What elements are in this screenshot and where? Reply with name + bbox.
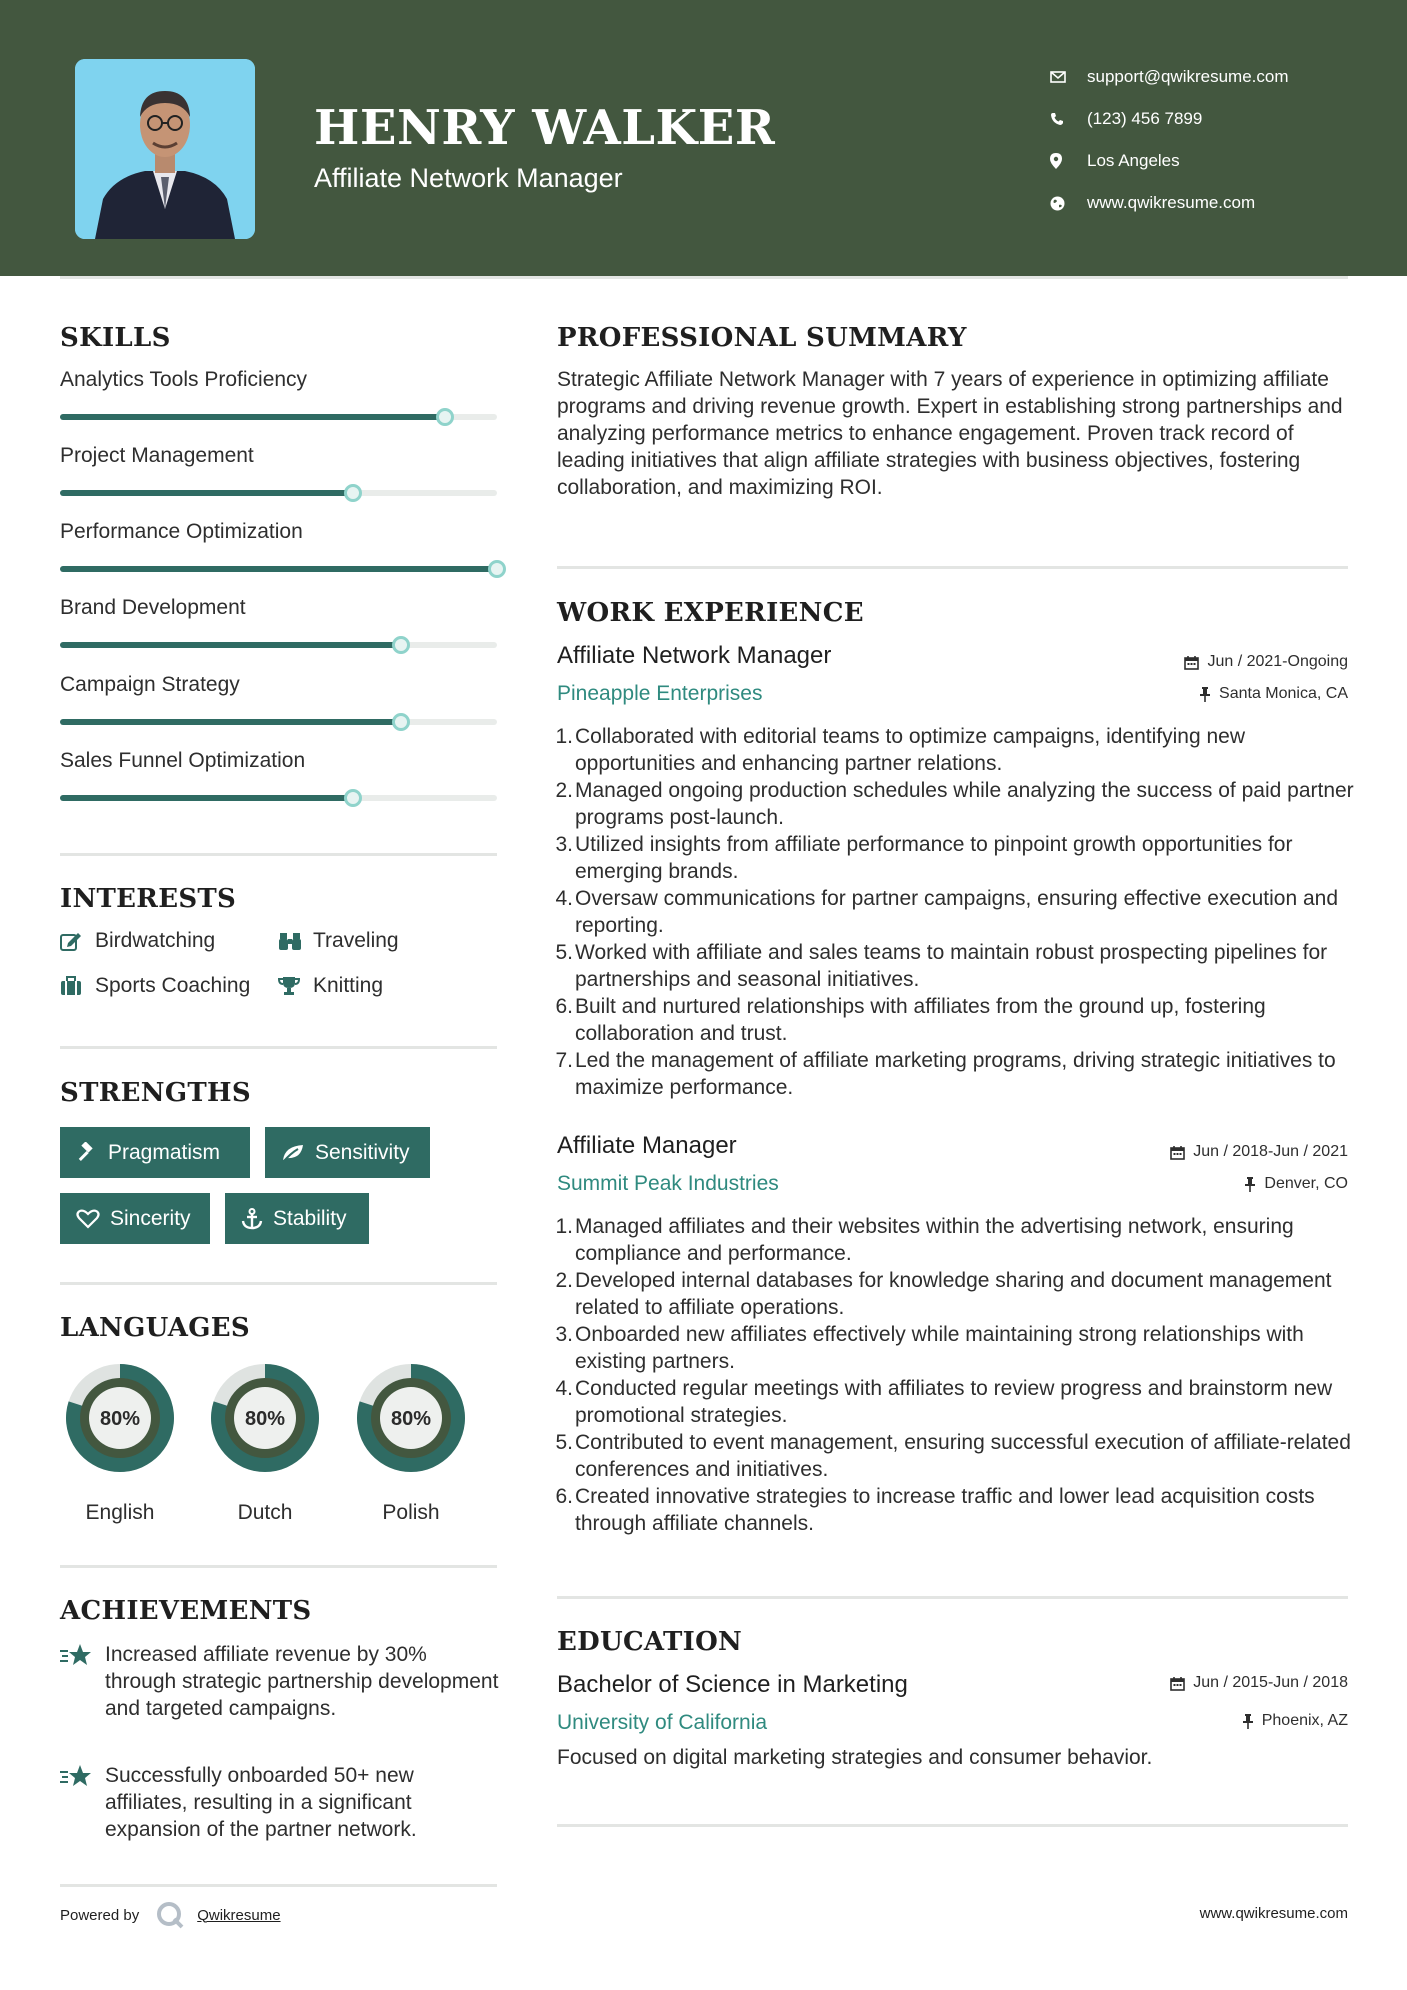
interest-label: Traveling [313, 929, 399, 952]
contact-phone-text: (123) 456 7899 [1087, 109, 1203, 128]
duty-item: 4. Conducted regular meetings with affiliates to review progress and brainstorm new promotional strategies. [555, 1377, 1333, 1427]
education-title: EDUCATION [557, 1627, 743, 1657]
skill-label: Brand Development [60, 596, 246, 619]
duty-item: 2. Managed ongoing production schedules while analyzing the success of paid partner programs post-launch. [555, 779, 1354, 829]
interest-item [278, 974, 383, 998]
duty-item: 6. Built and nurtured relationships with affiliates from the ground up, fostering collaboration and trust. [555, 995, 1266, 1045]
interest-item [60, 974, 250, 998]
skill-bar [60, 642, 497, 648]
calendar-icon [1184, 655, 1199, 670]
skill-bar [60, 795, 497, 801]
header-divider [60, 276, 1348, 279]
job-location-text: Denver, CO [1264, 1175, 1348, 1192]
section-divider [557, 1824, 1348, 1827]
skill-label: Analytics Tools Proficiency [60, 368, 308, 391]
candidate-role: Affiliate Network Manager [314, 163, 623, 193]
footer-powered-by [60, 1900, 281, 1930]
skill-label: Performance Optimization [60, 520, 303, 543]
skill-bar [60, 566, 497, 572]
strength-badge [265, 1127, 430, 1178]
job-location-text: Santa Monica, CA [1219, 685, 1348, 702]
interest-item [278, 929, 399, 953]
strengths-title: STRENGTHS [60, 1078, 251, 1108]
qwikresume-link[interactable]: Qwikresume [197, 1906, 281, 1924]
contact-phone[interactable] [1050, 98, 1390, 140]
language-item [60, 1358, 180, 1525]
skill-knob [344, 484, 362, 502]
language-donut [205, 1358, 325, 1478]
language-name: Polish [382, 1501, 440, 1524]
language-item [205, 1358, 325, 1525]
section-divider [557, 566, 1348, 569]
job-dates [1184, 653, 1348, 671]
duty-item: 7. Led the management of affiliate marketing programs, driving strategic initiatives to maximize performance. [555, 1049, 1336, 1099]
duty-item: 3. Onboarded new affiliates effectively while maintaining strong relationships with existing partners. [555, 1323, 1304, 1373]
contact-location-text: Los Angeles [1087, 151, 1180, 170]
school-name: University of California [557, 1711, 768, 1734]
binoculars-icon [278, 931, 313, 951]
donut-percent-label: 80% [390, 1408, 432, 1430]
education-dates-text: Jun / 2015-Jun / 2018 [1193, 1674, 1348, 1691]
job-dates-text: Jun / 2021-Ongoing [1207, 653, 1348, 670]
job-location [1244, 1175, 1348, 1193]
experience-title: WORK EXPERIENCE [557, 598, 864, 628]
anchor-icon [241, 1208, 263, 1230]
interest-item [60, 929, 215, 953]
skill-knob [344, 789, 362, 807]
interest-label: Sports Coaching [95, 974, 251, 997]
summary-text: Strategic Affiliate Network Manager with 7 years of experience in optimizing affiliate programs and driving revenue growth. Expert in establishing strong partnerships and analyzing performance metrics to enhance engagement. Proven track record of leading initiatives that align affiliate strategies with business objectives, fostering collaboration, and maximizing ROI. [557, 368, 1343, 499]
duty-item: 1. Collaborated with editorial teams to optimize campaigns, identifying new opportunities and enhancing partner relations. [555, 725, 1246, 775]
skill-knob [436, 408, 454, 426]
calendar-icon [1170, 1676, 1185, 1691]
star-badge-icon [60, 1641, 105, 1722]
footer-website-link[interactable]: www.qwikresume.com [1199, 1905, 1348, 1922]
skill-bar [60, 490, 497, 496]
skills-title: SKILLS [60, 323, 171, 353]
pushpin-icon [1199, 687, 1211, 702]
education-description: Focused on digital marketing strategies and consumer behavior. [557, 1746, 1153, 1769]
achievement-text: Increased affiliate revenue by 30% through strategic partnership development and targeted campaigns. [105, 1643, 499, 1720]
powered-by-label: Powered by [60, 1906, 140, 1924]
pencil-square-icon [60, 931, 95, 951]
language-donut [351, 1358, 471, 1478]
interest-label: Birdwatching [95, 929, 216, 952]
pushpin-icon [1244, 1177, 1256, 1192]
education-location-text: Phoenix, AZ [1261, 1712, 1348, 1729]
gavel-icon [76, 1142, 98, 1164]
section-divider [60, 1565, 497, 1568]
language-item [351, 1358, 471, 1525]
language-name: English [85, 1501, 155, 1524]
profile-photo [75, 59, 255, 239]
job-dates-text: Jun / 2018-Jun / 2021 [1193, 1143, 1348, 1160]
contact-website[interactable] [1050, 182, 1390, 224]
skill-knob [488, 560, 506, 578]
briefcase-icon [60, 976, 95, 996]
envelope-icon [1050, 71, 1087, 83]
education-dates [1170, 1674, 1348, 1692]
skill-knob [392, 636, 410, 654]
duty-item: 5. Worked with affiliate and sales teams to maintain robust prospecting pipelines for partnerships and seasonal initiatives. [555, 941, 1328, 991]
duty-list [557, 1213, 1357, 1537]
strength-badge [225, 1193, 369, 1244]
duty-item: 3. Utilized insights from affiliate performance to pinpoint growth opportunities for emerging brands. [555, 833, 1293, 883]
heart-icon [76, 1209, 100, 1229]
calendar-icon [1170, 1145, 1185, 1160]
skill-label: Campaign Strategy [60, 673, 240, 696]
strength-label: Pragmatism [108, 1140, 221, 1164]
skill-bar [60, 719, 497, 725]
duty-item: 5. Contributed to event management, ensuring successful execution of affiliate-related conferences and initiatives. [555, 1431, 1351, 1481]
phone-icon [1050, 112, 1087, 126]
contact-list [1050, 56, 1390, 224]
interest-label: Knitting [313, 974, 384, 997]
job-dates [1170, 1143, 1348, 1161]
map-marker-icon [1050, 153, 1087, 169]
summary-title: PROFESSIONAL SUMMARY [557, 323, 967, 353]
job-location [1199, 685, 1348, 703]
skill-label: Sales Funnel Optimization [60, 749, 306, 772]
skill-bar [60, 414, 497, 420]
achievement-item [60, 1641, 500, 1722]
leaf-icon [281, 1143, 305, 1163]
skill-knob [392, 713, 410, 731]
donut-percent-label: 80% [244, 1408, 286, 1430]
contact-website-text: www.qwikresume.com [1087, 193, 1256, 212]
contact-location [1050, 140, 1390, 182]
language-name: Dutch [237, 1501, 293, 1524]
duty-item: 6. Created innovative strategies to increase traffic and lower lead acquisition costs through affiliate channels. [555, 1485, 1315, 1535]
globe-icon [1050, 196, 1087, 211]
duty-list [557, 723, 1357, 1101]
languages-title: LANGUAGES [60, 1313, 250, 1343]
duty-item: 1. Managed affiliates and their websites within the advertising network, ensuring compliance and performance. [555, 1215, 1294, 1265]
donut-percent-label: 80% [99, 1408, 141, 1430]
strength-badge [60, 1193, 210, 1244]
company-name: Summit Peak Industries [557, 1172, 779, 1195]
strength-label: Stability [273, 1206, 347, 1230]
job-title: Affiliate Network Manager [557, 642, 832, 669]
candidate-name: HENRY WALKER [314, 100, 776, 156]
duty-item: 4. Oversaw communications for partner campaigns, ensuring effective execution and reporting. [555, 887, 1339, 937]
strength-label: Sincerity [110, 1206, 191, 1230]
section-divider [60, 1282, 497, 1285]
section-divider [60, 1884, 497, 1887]
section-divider [557, 1596, 1348, 1599]
company-name: Pineapple Enterprises [557, 682, 763, 705]
job-title: Affiliate Manager [557, 1132, 737, 1159]
achievement-text: Successfully onboarded 50+ new affiliates, resulting in a significant expansion of the partner network. [105, 1764, 417, 1841]
resume-header [0, 0, 1407, 276]
degree-title: Bachelor of Science in Marketing [557, 1671, 908, 1698]
contact-email-text: support@qwikresume.com [1087, 67, 1289, 86]
section-divider [60, 1046, 497, 1049]
interests-title: INTERESTS [60, 884, 237, 914]
qwikresume-logo-icon [155, 1900, 185, 1930]
achievement-item [60, 1762, 500, 1843]
skill-label: Project Management [60, 444, 254, 467]
duty-item: 2. Developed internal databases for knowledge sharing and document management related to affiliate operations. [555, 1269, 1332, 1319]
trophy-icon [278, 976, 313, 996]
strength-badge [60, 1127, 250, 1178]
language-donut [60, 1358, 180, 1478]
section-divider [60, 853, 497, 856]
contact-email[interactable] [1050, 56, 1390, 98]
achievements-title: ACHIEVEMENTS [60, 1596, 312, 1626]
pushpin-icon [1242, 1714, 1254, 1729]
education-location [1242, 1712, 1348, 1730]
star-badge-icon [60, 1762, 105, 1843]
strength-label: Sensitivity [315, 1140, 410, 1164]
